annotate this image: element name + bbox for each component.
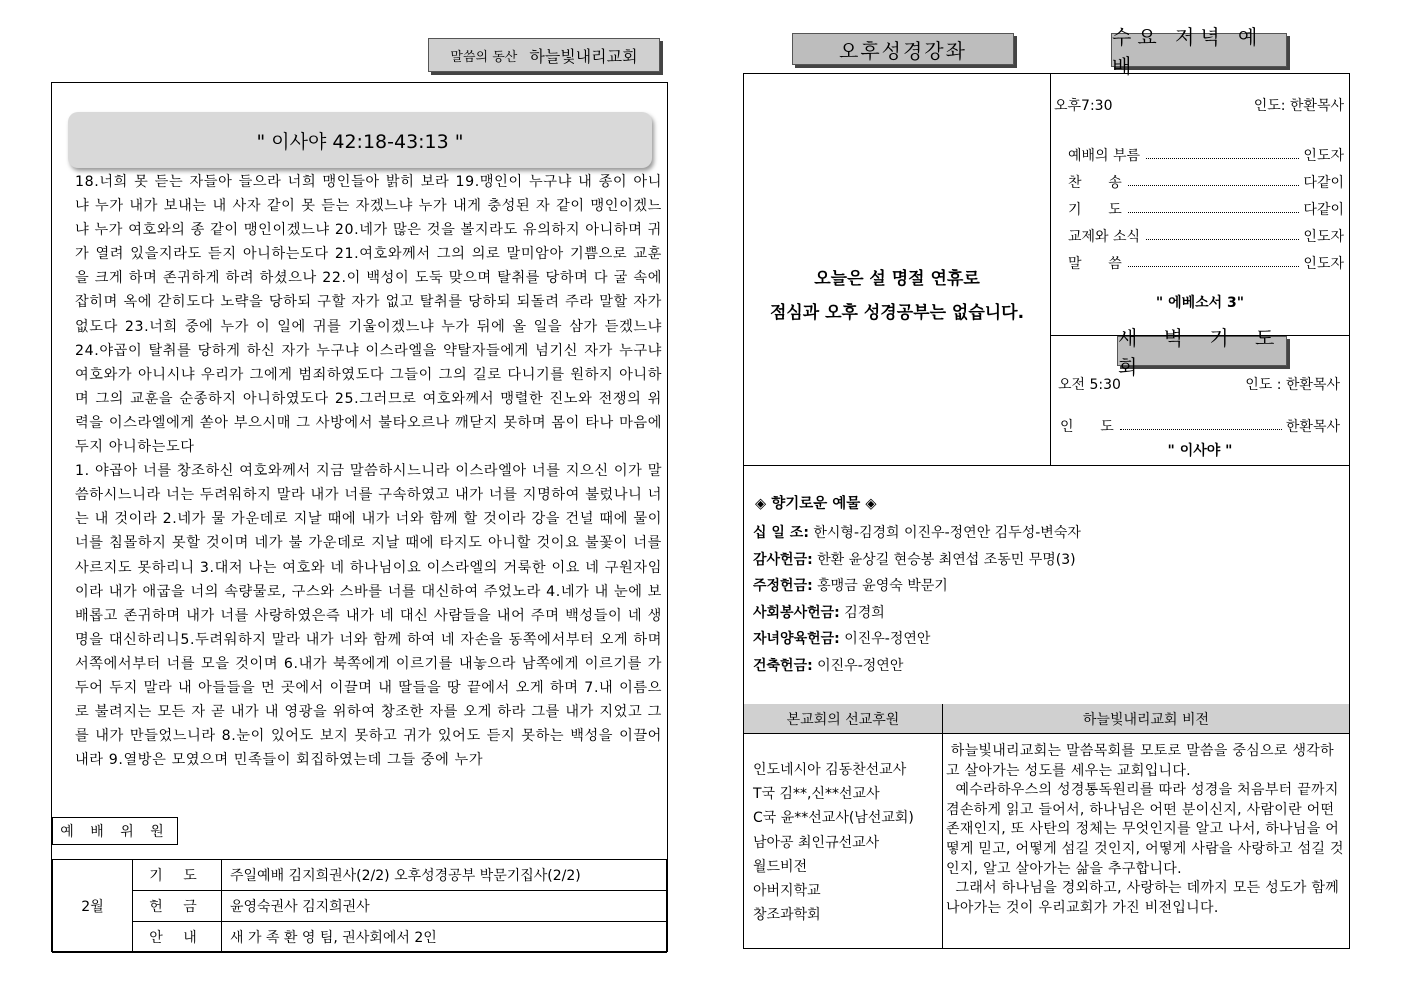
wednesday-time: 오후7:30 — [1054, 98, 1113, 114]
wednesday-leader: 인도: 한환목사 — [1253, 98, 1344, 114]
offering-label: 사회봉사헌금: — [753, 604, 840, 621]
dawn-prayer-heading: 새 벽 기 도 회 — [1117, 336, 1287, 366]
list-item: 월드비전 — [753, 858, 808, 875]
dawn-lead-row — [1060, 409, 1340, 436]
scripture-text — [75, 170, 662, 772]
order-item-name: 기 도 — [1068, 202, 1122, 218]
duty-table — [52, 859, 667, 953]
scripture-title: " 이사야 42:18-43:13 " — [68, 112, 652, 168]
list-item — [753, 520, 1081, 547]
order-item-name: 교제와 소식 — [1068, 229, 1141, 245]
leader-dots — [1146, 158, 1299, 159]
list-item: 아버지학교 — [753, 883, 821, 900]
vision-paragraph: 예수라하우스의 성경통독원리를 따라 성경을 처음부터 끝까지 겸손하게 읽고 들어서, 하나님은 어떤 분이신지, 사람이란 어떤 존재인지, 또 사탄의 정체는 무엇인지를 알고 나서, 하나님을 어떻게 믿고, 어떻게 섬길 것인지, 어떻게 사람을 사랑하고 섬길 것인지, 알고 살아가는 삶을 추구합니다. — [946, 782, 1344, 877]
leader-dots — [1128, 185, 1300, 186]
church-vision-header: 하늘빛내리교회 비전 — [943, 704, 1349, 733]
duty-role: 기 도 — [133, 860, 222, 891]
duty-role: 안 내 — [133, 922, 222, 953]
dawn-lead-label: 인 도 — [1060, 419, 1114, 435]
divider — [744, 733, 1349, 734]
table-row — [53, 860, 667, 891]
church-motto: 말씀의 동산 — [450, 49, 518, 65]
church-tag — [428, 38, 660, 72]
list-item — [753, 547, 1081, 574]
offering-names: 한환 윤상길 현승봉 최연섭 조동민 무명(3) — [817, 551, 1076, 568]
dawn-scripture: " 이사야 " — [1167, 443, 1233, 459]
wednesday-service-heading: 수요 저녁 예배 — [1111, 33, 1287, 67]
list-item — [1068, 192, 1344, 219]
announcement-line: 점심과 오후 성경공부는 없습니다. — [769, 303, 1025, 323]
church-name: 하늘빛내리교회 — [529, 46, 638, 66]
dawn-leader: 인도 : 한환목사 — [1245, 377, 1340, 393]
scripture-paragraph-2: 1. 야곱아 너를 창조하신 여호와께서 지금 말씀하시느니라 이스라엘아 너를 지으신 이가 말씀하시느니라 너는 두려워하지 말라 내가 너를 구속하였고 내가 너를 지명하여 불렀나니 너는 내 것이라 2.네가 물 가운데로 지날 때에 내가 너와 함께 할 것이라 강을 건널 때에 물이 너를 침몰하지 못할 것이며 네가 불 가운데로 지날 때에 타지도 아니할 것이요 불꽃이 너를 사르지도 못하리니 3.대저 나는 여호와 네 하나님이요 이스라엘의 거룩한 이요 네 구원자임이라 내가 애굽을 너의 속량물로, 구스와 스바를 너를 대신하여 주었노라 4.네가 내 눈에 보배롭고 존귀하며 내가 너를 사랑하였은즉 내가 네 대신 사람들을 내어 주며 백성들이 네 생명을 대신하리니5.두려워하지 말라 내가 너와 함께 하여 네 자손을 동쪽에서부터 오게 하며 서쪽에서부터 너를 모을 것이며 6.내가 북쪽에게 이르기를 내놓으라 남쪽에게 이르기를 가두어 두지 말라 내 아들들을 먼 곳에서 이끌며 내 딸들을 땅 끝에서 오게 하며 7.내 이름으로 불려지는 모든 자 곧 내가 내 영광을 위하여 창조한 자를 오게 하라 그를 내가 지었고 그를 내가 만들었느니라 8.눈이 있어도 보지 못하고 귀가 있어도 듣지 못하는 백성을 이끌어 내라 9.열방은 모였으며 민족들이 회집하였는데 그들 중에 누가 — [75, 463, 662, 769]
offering-title: ◈ 향기로운 예물 ◈ — [755, 496, 877, 512]
divider — [744, 465, 1349, 466]
offering-label: 자녀양육헌금: — [753, 631, 840, 647]
order-item-who: 인도자 — [1303, 256, 1344, 272]
duty-people: 주일예배 김지희권사(2/2) 오후성경공부 박문기집사(2/2) — [222, 860, 667, 891]
offering-names: 김경희 — [844, 604, 885, 621]
wednesday-sermon: " 에베소서 3" — [1155, 295, 1245, 311]
vision-paragraph: 그래서 하나님을 경외하고, 사랑하는 데까지 모든 성도가 함께 나아가는 것이 우리교회가 가진 비전입니다. — [946, 880, 1344, 916]
list-item: 남아공 최인규선교사 — [753, 834, 880, 851]
list-item: 인도네시아 김동찬선교사 — [753, 762, 907, 778]
order-item-who: 다같이 — [1303, 175, 1344, 191]
scripture-paragraph-1: 18.너희 못 듣는 자들아 들으라 너희 맹인들아 밝히 보라 19.맹인이 누구냐 내 종이 아니냐 누가 내가 보내는 내 사자 같이 못 듣는 자겠느냐 누가 내게 충성된 자 같이 맹인이겠느냐 누가 여호와의 종 같이 맹인이겠느냐 20.네가 많은 것을 볼지라도 유의하지 아니하며 귀가 열려 있을지라도 듣지 아니하는도다 21.여호와께서 그의 의로 말미암아 기쁨으로 교훈을 크게 하며 존귀하게 하려 하셨으나 22.이 백성이 도둑 맞으며 탈취를 당하며 다 굴 속에 잡히며 옥에 갇히도다 노략을 당하되 구할 자가 없고 탈취를 당하되 되돌려 주라 말할 자가 없도다 23.너희 중에 누가 이 일에 귀를 기울이겠느냐 누가 뒤에 올 일을 삼가 듣겠느냐 24.야곱이 탈취를 당하게 하신 자가 누구냐 이스라엘을 약탈자들에게 넘기신 자가 누구냐 여호와가 아니시냐 우리가 그에게 범죄하였도다 그들이 그의 길로 다니기를 원하지 아니하며 그의 교훈을 순종하지 아니하였도다 25.그러므로 여호와께서 맹렬한 진노와 전쟁의 위력을 이스라엘에게 쏟아 부으시매 그 사방에서 불타오르나 깨닫지 못하며 몸이 타나 마음에 두지 아니하는도다 — [75, 174, 662, 456]
list-item: C국 윤**선교사(남선교회) — [753, 810, 914, 827]
offering-list — [753, 520, 1081, 679]
wednesday-info — [1054, 95, 1344, 115]
wednesday-order-list — [1068, 138, 1344, 273]
list-item: T국 김**,신**선교사 — [753, 786, 880, 803]
dawn-time: 오전 5:30 — [1058, 377, 1121, 393]
list-item — [753, 600, 1081, 627]
vision-text — [946, 742, 1346, 918]
order-item-name: 말 씀 — [1068, 256, 1122, 272]
leader-dots — [1146, 239, 1299, 240]
duty-people: 새 가 족 환 영 팀, 권사회에서 2인 — [222, 922, 667, 953]
offering-names: 이진우-정연안 — [817, 657, 904, 674]
list-item — [753, 573, 1081, 600]
table-row — [53, 891, 667, 922]
month-cell: 2월 — [53, 860, 133, 953]
list-item — [1068, 165, 1344, 192]
order-item-name: 예배의 부름 — [1068, 148, 1141, 164]
dawn-lead-name: 한환목사 — [1285, 419, 1340, 435]
offering-label: 십 일 조: — [753, 525, 809, 541]
offering-label: 감사헌금: — [753, 551, 813, 568]
offering-label: 주정헌금: — [753, 578, 813, 594]
list-item — [1068, 246, 1344, 273]
announcement — [744, 262, 1050, 330]
offering-label: 건축헌금: — [753, 657, 813, 674]
vision-paragraph: 하늘빛내리교회는 말씀목회를 모토로 말씀을 중심으로 생각하고 살아가는 성도를 세우는 교회입니다. — [946, 743, 1334, 779]
leader-dots — [1128, 266, 1300, 267]
order-item-who: 다같이 — [1303, 202, 1344, 218]
list-item — [1068, 138, 1344, 165]
offering-names: 이진우-정연안 — [844, 631, 931, 647]
divider — [942, 704, 943, 948]
list-item — [753, 626, 1081, 653]
duty-people: 윤영숙권사 김지희권사 — [222, 891, 667, 922]
announcement-line: 오늘은 설 명절 연휴로 — [814, 269, 980, 289]
leader-dots — [1128, 212, 1300, 213]
order-item-who: 인도자 — [1303, 229, 1344, 245]
afternoon-study-heading: 오후성경강좌 — [792, 33, 1014, 65]
list-item: 창조과학회 — [753, 907, 821, 924]
worship-committee-label: 예 배 위 원 — [52, 817, 178, 845]
duty-role: 헌 금 — [133, 891, 222, 922]
offering-names: 한시형-김경희 이진우-정연안 김두성-변숙자 — [813, 525, 1081, 541]
order-item-who: 인도자 — [1303, 148, 1344, 164]
dawn-info — [1058, 374, 1340, 394]
table-row — [53, 922, 667, 953]
mission-support-header: 본교회의 선교후원 — [744, 704, 942, 733]
list-item — [1068, 219, 1344, 246]
leader-dots — [1120, 429, 1282, 430]
list-item — [753, 653, 1081, 680]
divider — [1050, 74, 1051, 466]
order-item-name: 찬 송 — [1068, 175, 1122, 191]
mission-list — [753, 758, 914, 927]
offering-names: 홍맹금 윤영숙 박문기 — [817, 578, 948, 594]
